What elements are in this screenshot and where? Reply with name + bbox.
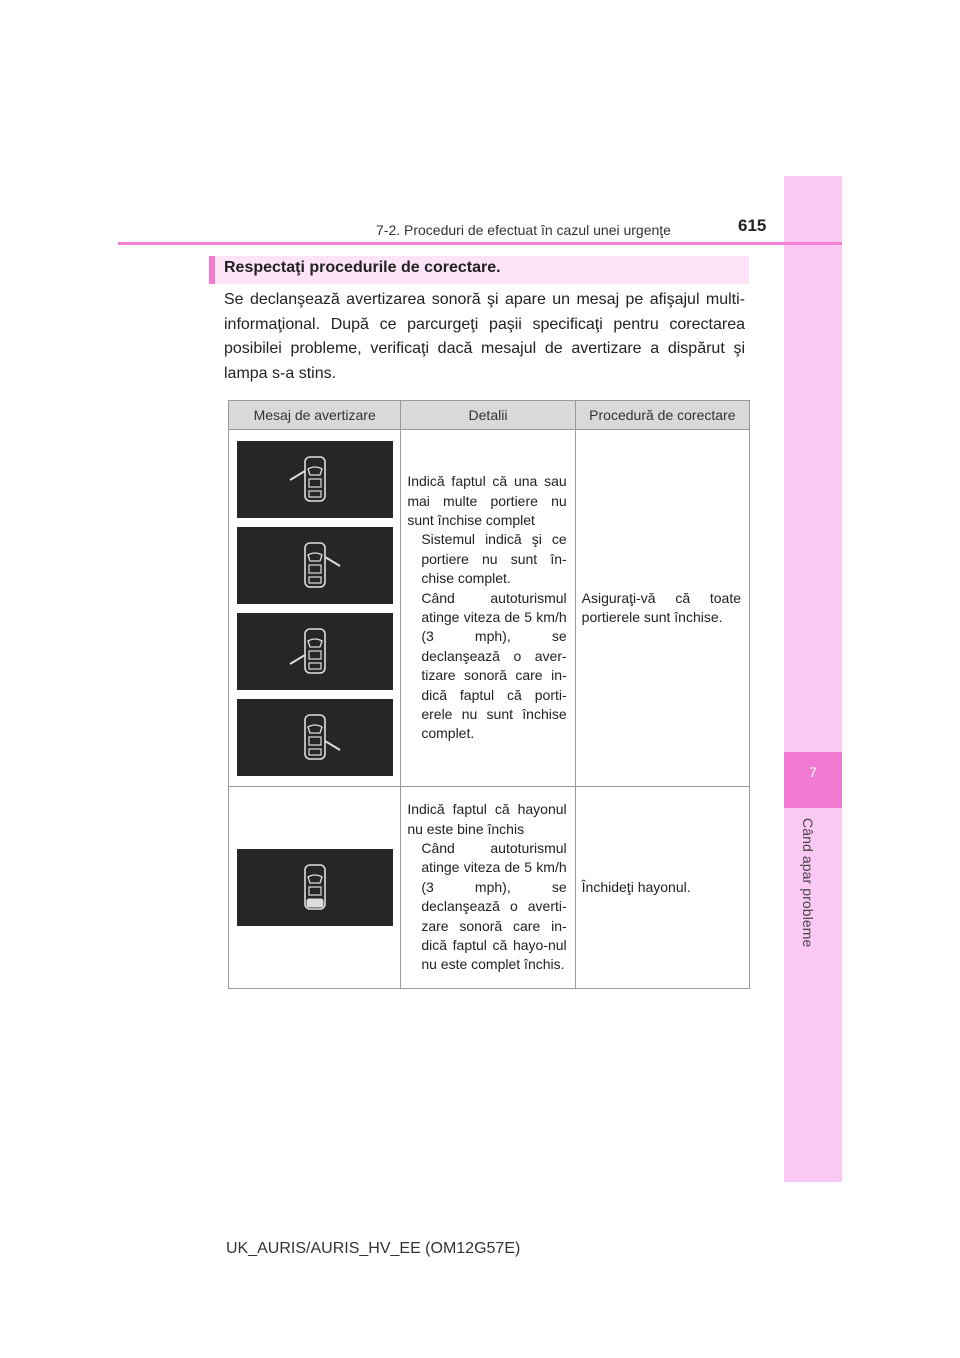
detail-cell [401,787,575,989]
footer-document-code: UK_AURIS/AURIS_HV_EE (OM12G57E) [226,1240,521,1257]
door-open-front-left-icon [287,455,347,505]
column-header: Mesaj de avertizare [229,401,401,430]
door-open-rear-right-icon [287,713,347,763]
header-title: 7-2. Proceduri de efectuat în cazul unei urgenţe [376,222,671,238]
procedure-cell: Asiguraţi-vă că toate portierele sunt închise. [575,430,749,787]
chapter-tab [784,752,842,808]
column-header: Detalii [401,401,575,430]
intro-paragraph: Se declanşează avertizarea sonoră şi apare un mesaj pe afişajul multi-informaţional. După ce parcurgeţi paşii specificaţi pentru corectarea posibilei probleme, verificaţi dacă mesajul de avertizare a dispărut şi lampa s-a stins. [224,291,745,382]
table-row [229,787,750,989]
door-open-front-right-icon [287,541,347,591]
table-header-row [229,401,750,430]
warning-table [228,400,750,989]
header-rule [118,242,842,245]
chapter-label: Când apar probleme [800,818,816,948]
detail-sub: Când autoturismul atinge viteza de 5 km/h (3 mph), se declanşează o averti-zare sonoră care in-dică faptul că hayo-nul nu este complet închis. [421,839,567,973]
detail-sub: Când autoturismul atinge viteza de 5 km/h (3 mph), se declanşează o aver-tizare sonoră care in-dică faptul că porti-erele nu sunt închise complet. [421,589,567,742]
table-row [229,430,750,787]
detail-cell [401,430,575,787]
procedure-cell: Închideţi hayonul. [575,787,749,989]
tailgate-open-icon [287,863,347,913]
warning-display [237,849,393,926]
warning-screens-cell [229,430,401,787]
page-number: 615 [738,216,767,235]
warning-display [237,699,393,776]
warning-display [237,527,393,604]
section-title: Respectaţi procedurile de corectare. [224,259,501,276]
warning-display [237,613,393,690]
chapter-number: 7 [809,764,817,780]
side-strip [784,176,842,1182]
detail-sub: Sistemul indică şi ce portiere nu sunt în-chise complet. [421,531,567,587]
warning-display [237,441,393,518]
door-open-rear-left-icon [287,627,347,677]
warning-screens-cell [229,787,401,989]
column-header: Procedură de corectare [575,401,749,430]
detail-main: Indică faptul că una sau mai multe portiere nu sunt închise complet [407,473,567,528]
detail-main: Indică faptul că hayonul nu este bine închis [407,801,567,837]
